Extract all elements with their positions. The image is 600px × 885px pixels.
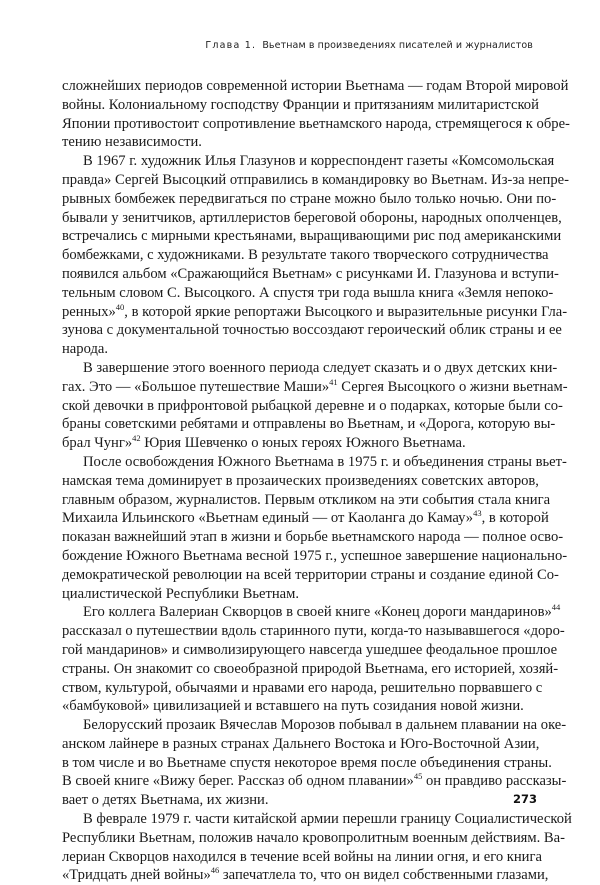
text-line: В феврале 1979 г. части китайской армии перешли границу Социалистической [83, 811, 572, 828]
text-line: правда» Сергей Высоцкий отправились в командировку во Вьетнам. Из-за непре- [62, 171, 569, 188]
footnote-ref[interactable]: 42 [132, 433, 141, 444]
text-line: лериан Скворцов находился в течение всей войны на линии огня, и его книга [62, 848, 542, 865]
body-text [62, 77, 572, 885]
text-line: намская тема доминирует в прозаических произведениях советских авторов, [62, 472, 539, 489]
text-line: народа. [62, 341, 109, 358]
text-line: Его коллега Валериан Скворцов в своей книге «Конец дороги мандаринов»$^{44}$ [83, 602, 561, 621]
text-line: ством, культурой, обычаями и нравами его народа, решительно порвавшего с [62, 679, 543, 696]
text-line: тению независимости. [62, 134, 202, 151]
page-number: 273 [513, 792, 538, 806]
text-line: ренных»$^{40}$, в которой яркие репортажи Высоцкого и выразительные рисунки Гла- [62, 301, 568, 320]
text-line: Михаила Ильинского «Вьетнам единый — от Каоланга до Камау»$^{43}$, в которой [62, 508, 549, 527]
text-line: брал Чунг»$^{42}$ Юрия Шевченко о юных героях Южного Вьетнама. [62, 433, 466, 452]
footnote-ref[interactable]: 43 [473, 508, 482, 519]
text-line: В завершение этого военного периода следует сказать и о двух детских кни- [83, 359, 558, 376]
running-header [205, 40, 533, 51]
text-line: встречались с мирными крестьянами, выращивающими рис под американскими [62, 228, 562, 245]
chapter-title: Вьетнам в произведениях писателей и журналистов [262, 40, 533, 51]
text-line: зунова с документальной точностью воссоздают героический облик страны и ее [62, 322, 562, 339]
text-line: браны советскими ребятами и отправлены во Вьетнам, и «Дорога, которую вы- [62, 416, 556, 433]
footnote-ref[interactable]: 45 [413, 771, 423, 782]
text-line: В своей книге «Вижу берег. Рассказ об одном плавании»$^{45}$ он правдиво рассказы- [62, 771, 567, 790]
text-line: показан важнейший этап в жизни и борьбе вьетнамского народа — полное осво- [62, 529, 564, 546]
text-line: гой мандаринов» и символизирующего навсегда ушедшее феодальное прошлое [62, 641, 558, 658]
text-line: сложнейших периодов современной истории Вьетнама — годам Второй мировой [62, 78, 569, 94]
text-line: страны. Он знакомит со своеобразной природой Вьетнама, его историей, хозяй- [62, 660, 559, 677]
text-line: рывных бомбежек передвигаться по стране можно было только ночью. Они по- [62, 190, 557, 207]
text-line: Республики Вьетнам, положив начало кровопролитным военным действиям. Ва- [62, 829, 565, 846]
footnote-ref[interactable]: 40 [115, 301, 125, 312]
text-line: «Тридцать дней войны»$^{46}$ запечатлела то, что он видел собственными глазами, [62, 865, 549, 884]
text-line: Японии противостоит сопротивление вьетнамского народа, стремящегося к обре- [62, 115, 570, 132]
text-line: в том числе и во Вьетнаме спустя некоторое время после объединения страны. [62, 754, 552, 771]
text-line: После освобождения Южного Вьетнама в 1975 г. и объединения страны вьет- [83, 453, 567, 470]
text-line: бывали у зенитчиков, артиллеристов береговой обороны, народных ополченцев, [62, 209, 562, 226]
text-line: главным образом, журналистов. Первым откликом на эти события стала книга [62, 491, 551, 508]
text-line: Белорусский прозаик Вячеслав Морозов побывал в дальнем плавании на оке- [83, 717, 567, 734]
text-line: демократической революции на всей территории страны и создание единой Со- [62, 566, 559, 583]
text-line: тельным словом С. Высоцкого. А спустя три года вышла книга «Земля непоко- [62, 284, 554, 301]
text-line: бождение Южного Вьетнама весной 1975 г., успешное завершение национально- [62, 547, 568, 564]
text-line: рассказал о путешествии вдоль старинного пути, когда-то называвшегося «доро- [62, 623, 565, 640]
footnote-ref[interactable]: 46 [210, 865, 220, 876]
text-line: вает о детях Вьетнама, их жизни. [62, 792, 269, 809]
text-line: циалистической Республики Вьетнам. [62, 585, 300, 602]
text-line: гах. Это — «Большое путешествие Маши»$^{41}$ Сергея Высоцкого о жизни вьетнам- [62, 376, 568, 395]
footnote-ref[interactable]: 44 [551, 602, 561, 613]
text-line: анском лайнере в разных странах Дальнего Востока и Юго-Восточной Азии, [62, 735, 540, 752]
chapter-label: Глава 1. [205, 40, 257, 51]
text-line: ской девочки в прифронтовой рыбацкой деревне и о подарках, которые были со- [62, 397, 563, 414]
text-line: войны. Колониальному господству Франции и притязаниям милитаристской [62, 96, 539, 113]
text-line: В 1967 г. художник Илья Глазунов и корреспондент газеты «Комсомольская [83, 153, 555, 170]
text-line: появился альбом «Сражающийся Вьетнам» с рисунками И. Глазунова и вступи- [62, 265, 559, 282]
text-line: бомбежками, с художниками. В результате такого творческого сотрудничества [62, 247, 549, 264]
text-line: «бамбуковой» цивилизацией и вставшего на путь созидания новой жизни. [62, 698, 524, 715]
footnote-ref[interactable]: 41 [329, 376, 338, 387]
